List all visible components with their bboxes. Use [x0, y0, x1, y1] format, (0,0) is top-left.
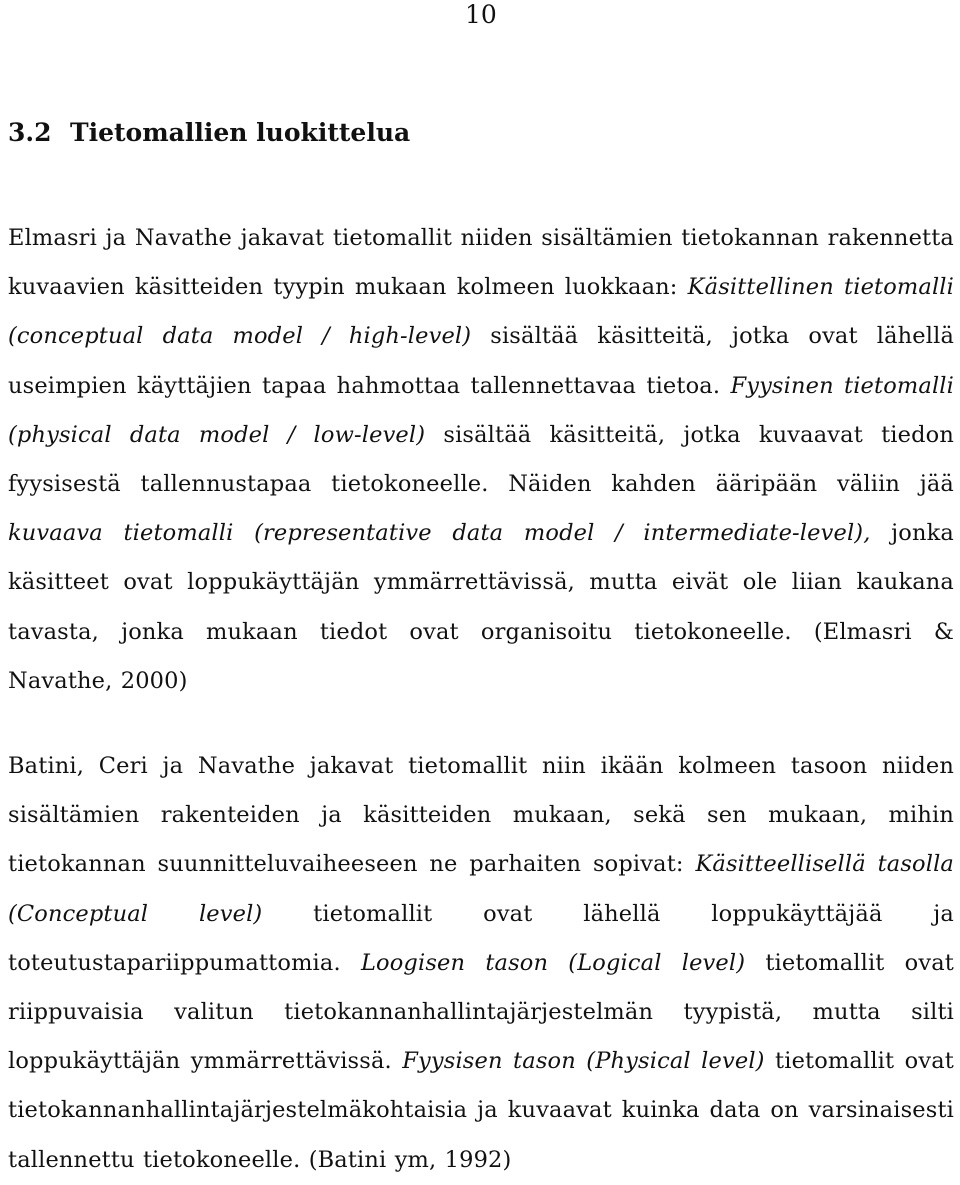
paragraph-batini-ceri-navathe [8, 742, 954, 1185]
term-representative-model: kuvaava tietomalli (representative data model / intermediate-level), [8, 520, 871, 547]
text-segment: sisältää käsitteitä, jotka ovat lähellä useimpien käyttäjien tapaa hahmottaa tallennettavaa tietoa. [8, 323, 955, 399]
paragraph-elmasri-navathe [8, 214, 954, 706]
text-segment: Batini, Ceri ja Navathe jakavat tietomallit niin ikään kolmeen tasoon niiden sisältämien rakenteiden ja käsitteiden mukaan, sekä sen mukaan, mihin tietokannan suunnitteluvaiheeseen ne parhaiten sopivat: [8, 753, 954, 878]
text-segment: sisältää käsitteitä, jotka kuvaavat tiedon fyysisestä tallennustapaa tietokoneelle. Näiden kahden ääripään väliin jää [8, 421, 954, 498]
term-conceptual-model: Käsittellinen tietomalli (conceptual data model / high-level) [8, 274, 955, 350]
page-number: 10 [465, 0, 497, 29]
section-title: Tietomallien luokittelua [70, 118, 411, 147]
text-segment: tietomallit ovat lähellä loppukäyttäjää ja toteutustapariippumattomia. [8, 900, 954, 976]
text-segment: jonka käsitteet ovat loppukäyttäjän ymmärrettävissä, mutta eivät ole liian kaukana tavasta, jonka mukaan tiedot ovat organisoitu tietokoneelle. (Elmasri & Navathe, 2000) [8, 520, 954, 694]
text-segment: tietomallit ovat riippuvaisia valitun tietokannanhallintajärjestelmän tyypistä, mutta silti loppukäyttäjän ymmärrettävissä. [8, 949, 954, 1075]
section-number: 3.2 [8, 118, 52, 147]
text-segment: tietomallit ovat tietokannanhallintajärjestelmäkohtaisia ja kuvaavat kuinka data on varsinaisesti tallennettu tietokoneelle. (Batini ym, 1992) [8, 1048, 954, 1173]
term-physical-model: Fyysinen tietomalli (physical data model / low-level) [8, 372, 954, 448]
term-logical-level: Loogisen tason (Logical level) [360, 949, 746, 976]
term-conceptual-level: Käsitteellisellä tasolla (Conceptual level) [8, 851, 954, 927]
section-heading [8, 115, 410, 151]
text-segment: Elmasri ja Navathe jakavat tietomallit niiden sisältämien tietokannan rakennetta kuvaavien käsitteiden tyypin mukaan kolmeen luokkaan: [8, 225, 954, 301]
term-physical-level: Fyysisen tason (Physical level) [402, 1048, 765, 1075]
